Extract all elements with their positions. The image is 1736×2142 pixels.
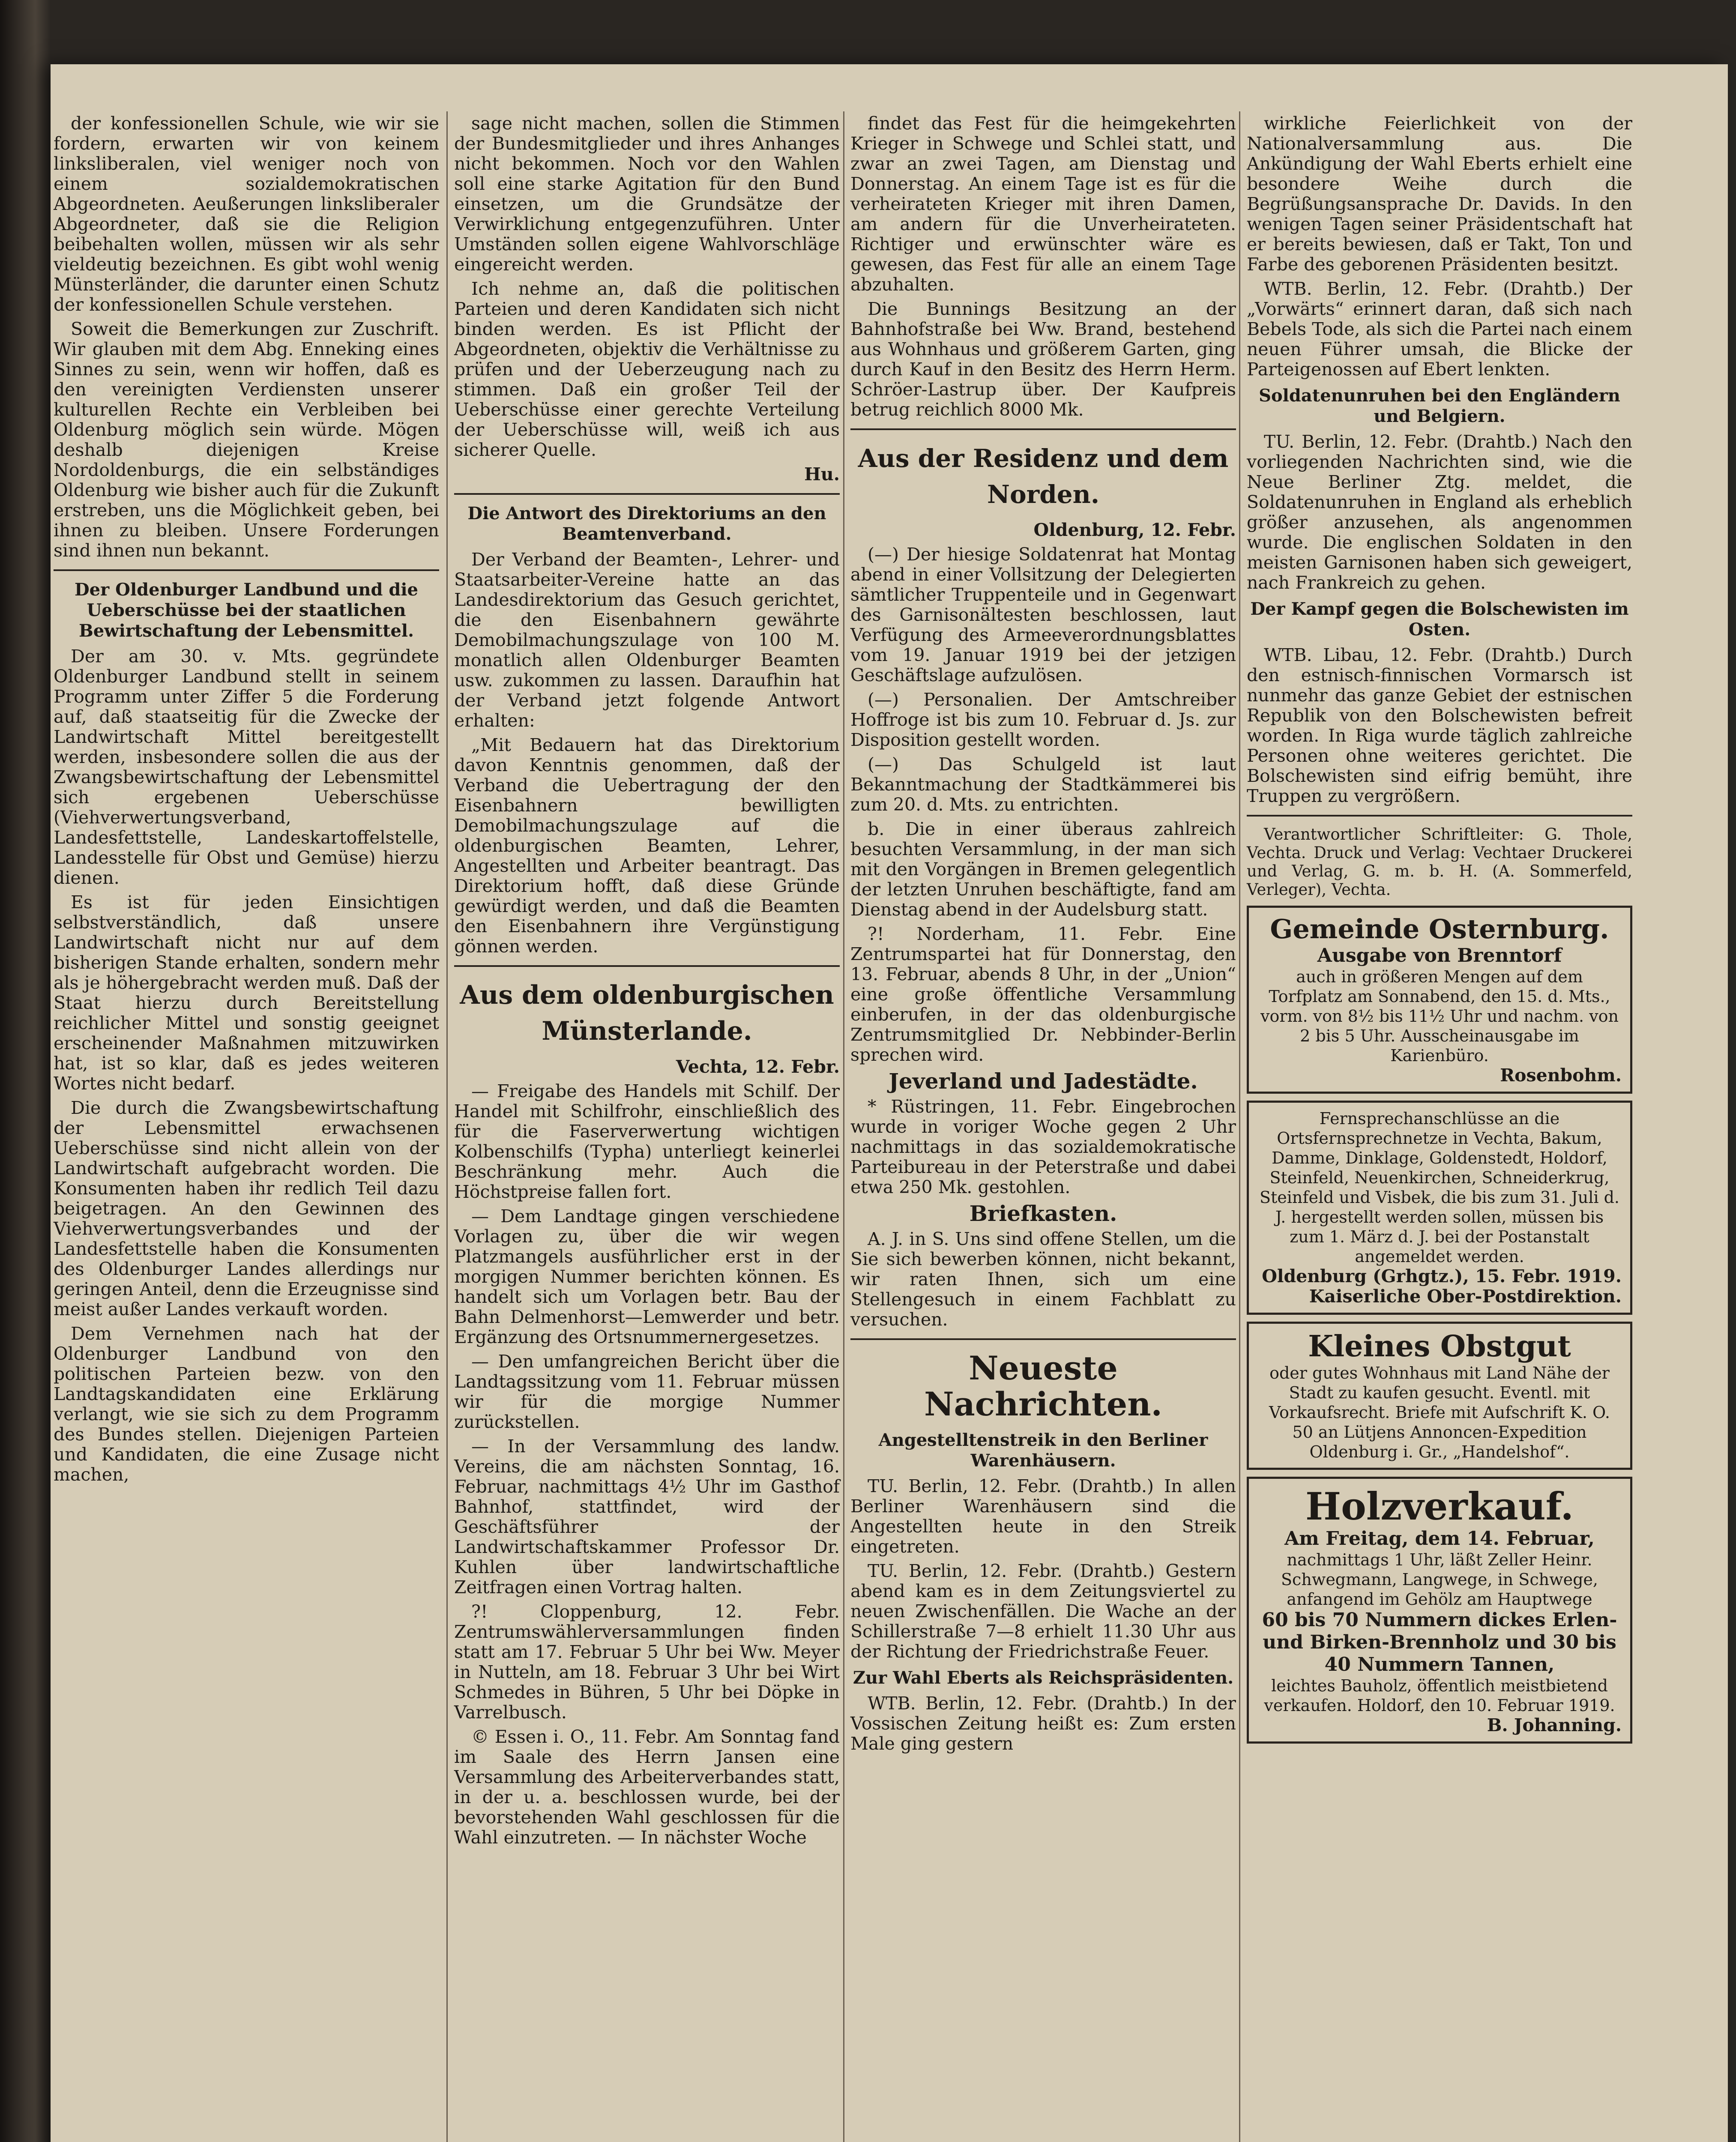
advertisement: [1247, 906, 1632, 1094]
section-heading: Aus der Residenz und dem Norden.: [858, 444, 1229, 509]
column-separator: [1239, 111, 1240, 2142]
article-text: — Dem Landtage gingen verschiedene Vorlagen zu, über die wir wegen Platzmangels ausführlicher erst in der morgigen Nummer berichten können. Es handelt sich um Vorlagen betr. Bau der Bahn Delmenhorst—Lemwerder und betr. Ergänzung des Ortsnummernergesetzes.: [454, 1206, 840, 1347]
ad-text: nachmittags 1 Uhr, läßt Zeller Heinr. Schwegmann, Langwege, in Schwege, anfangend im Gehölz am Hauptwege: [1281, 1550, 1598, 1609]
ad-signature: Rosenbohm.: [1500, 1065, 1622, 1086]
dateline: Oldenburg, 12. Febr.: [1033, 520, 1236, 540]
article-text: Ich nehme an, daß die politischen Parteien und deren Kandidaten sich nicht binden werden. Es ist Pflicht der Abgeordneten, objektiv die Verhältnisse zu prüfen und der Ueberzeugung nach zu stimmen. Daß ein großer Teil der Ueberschüsse einer gerechte Verteilung der Ueberschüsse will, weiß ich aus sicherer Quelle.: [454, 278, 840, 460]
section-heading: Aus dem oldenburgischen Münsterlande.: [460, 980, 834, 1046]
article-text: Der Verband der Beamten-, Lehrer- und Staatsarbeiter-Vereine hatte an das Landesdirektorium das Gesuch gerichtet, die den Eisenbahnern gewährte Demobilmachungszulage von 100 M. monatlich allen Oldenburger Beamten usw. zukommen zu lassen. Daraufhin hat der Verband jetzt folgende Antwort erhalten:: [454, 549, 840, 731]
article-text: findet das Fest für die heimgekehrten Krieger in Schwege und Schlei statt, und zwar an zwei Tagen, am Dienstag und Donnerstag. An einem Tage ist es für die verheirateten Krieger mit ihren Damen, am andern für die Unverheirateten. Richtiger und erwünschter wäre es gewesen, das Fest für alle an einem Tage abzuhalten.: [850, 113, 1236, 295]
ad-signature: B. Johanning.: [1487, 1715, 1622, 1735]
article-heading: Die Antwort des Direktoriums an den Beamtenverband.: [467, 503, 826, 544]
column-separator: [843, 111, 844, 2142]
article-text: — In der Versammlung des landw. Vereins, die am nächsten Sonntag, 16. Februar, nachmittags 4½ Uhr im Gasthof Bahnhof, stattfindet, wird der Geschäftsführer der Landwirtschaftskammer Professor Dr. Kuhlen über landwirtschaftliche Zeitfragen einen Vortrag halten.: [454, 1436, 840, 1598]
column-3: [850, 114, 1236, 1758]
ad-text: leichtes Bauholz, öffentlich meistbietend verkaufen. Holdorf, den 10. Februar 1919.: [1264, 1676, 1615, 1715]
article-heading: Der Kampf gegen die Bolschewisten im Osten.: [1250, 599, 1629, 640]
column-separator: [446, 111, 448, 2142]
article-text: (—) Personalien. Der Amtschreiber Hoffroge ist bis zum 10. Februar d. Js. zur Disposition gestellt worden.: [850, 689, 1236, 750]
ad-title: Gemeinde Osternburg.: [1270, 913, 1609, 945]
column-1: [54, 114, 439, 1489]
article-text: * Rüstringen, 11. Febr. Eingebrochen wurde in voriger Woche gegen 2 Uhr nachmittags in das sozialdemokratische Parteibureau in der Peterstraße und dabei etwa 250 Mk. gestohlen.: [850, 1096, 1236, 1197]
divider: [454, 965, 840, 967]
article-heading: Der Oldenburger Landbund und die Ueberschüsse bei der staatlichen Bewirtschaftung der Lebensmittel.: [74, 580, 418, 641]
ad-highlight: 60 bis 70 Nummern dickes Erlen- und Birken-Brennholz und 30 bis 40 Nummern Tannen,: [1262, 1609, 1617, 1675]
section-heading: Briefkasten.: [969, 1201, 1117, 1226]
dateline: Vechta, 12. Febr.: [676, 1056, 840, 1077]
binding-spine: [0, 0, 51, 2142]
ad-subtitle: Am Freitag, dem 14. Februar,: [1284, 1528, 1595, 1550]
article-text: © Essen i. O., 11. Febr. Am Sonntag fand im Saale des Herrn Jansen eine Versammlung des Arbeiterverbandes statt, in der u. a. beschlossen wurde, bei der bevorstehenden Wahl geschlossen für die Wahl einzutreten. — In nächster Woche: [454, 1726, 840, 1848]
article-heading: Soldatenunruhen bei den Engländern und Belgiern.: [1259, 386, 1620, 426]
column-4: [1247, 114, 1632, 1750]
divider: [850, 428, 1236, 430]
article-text: der konfessionellen Schule, wie wir sie fordern, erwarten wir von keinem linksliberalen, viel weniger noch von einem sozialdemokratischen Abgeordneten. Aeußerungen linksliberaler Abgeordneter, daß sie die Religion beibehalten wollen, müssen wir als sehr vieldeutig bezeichnen. Es gibt wohl wenig Münsterländer, die darunter einen Schutz der konfessionellen Schule verstehen.: [54, 113, 439, 315]
ad-text: auch in größeren Mengen auf dem Torfplatz am Sonnabend, den 15. d. Mts., vorm. von 8½ bis 11½ Uhr und nachm. von 2 bis 5 Uhr. Ausscheinausgabe im Karienbüro.: [1260, 967, 1619, 1065]
author-signature: Hu.: [804, 464, 840, 485]
advertisement: [1247, 1477, 1632, 1744]
article-text: Der am 30. v. Mts. gegründete Oldenburger Landbund stellt in seinem Programm unter Ziffer 5 die Forderung auf, daß staatseitig für die Zwecke der Landwirtschaft Mittel bereitgestellt werden, insbesondere sollen die aus der Zwangsbewirtschaftung der Lebensmittel sich ergebenen Ueberschüsse (Viehverwertungsverband, Landesfettstelle, Landeskartoffelstelle, Landesstelle für Obst und Gemüse) hierzu dienen.: [54, 646, 439, 888]
ad-signature: Oldenburg (Grhgtz.), 15. Febr. 1919. Kaiserliche Ober-Postdirektion.: [1262, 1266, 1622, 1307]
ad-subtitle: Ausgabe von Brenntorf: [1317, 945, 1562, 966]
article-heading: Zur Wahl Eberts als Reichspräsidenten.: [853, 1668, 1234, 1688]
divider: [1247, 815, 1632, 817]
article-text: — Den umfangreichen Bericht über die Landtagssitzung vom 11. Februar müssen wir für die morgige Nummer zurückstellen.: [454, 1351, 840, 1432]
article-text: TU. Berlin, 12. Febr. (Drahtb.) Gestern abend kam es in dem Zeitungsviertel zu neuen Zwischenfällen. Die Wache an der Schillerstraße 7—8 erhielt 11.30 Uhr aus der Richtung der Friedrichstraße Feuer.: [850, 1561, 1236, 1662]
article-text: WTB. Libau, 12. Febr. (Drahtb.) Durch den estnisch-finnischen Vormarsch ist nunmehr das ganze Gebiet der estnischen Republik von den Bolschewisten befreit worden. In Riga wurde täglich zahlreiche Personen ohne weiteres gerichtet. Die Bolschewisten sind eifrig bemüht, ihre Truppen zu vergrößern.: [1247, 645, 1632, 806]
article-text: Es ist für jeden Einsichtigen selbstverständlich, daß unsere Landwirtschaft nicht nur auf dem bisherigen Stande erhalten, sondern mehr als je höhergebracht werden muß. Daß der Staat hierzu durch Bereitstellung reichlicher Mittel und sonstig geeignet erscheinender Maßnahmen mitzuwirken hat, ist so klar, daß es jedes weiteren Wortes nicht bedarf.: [54, 892, 439, 1094]
article-text: A. J. in S. Uns sind offene Stellen, um die Sie sich bewerben können, nicht bekannt, wir raten Ihnen, sich um eine Stellengesuch in einem Fachblatt zu versuchen.: [850, 1229, 1236, 1330]
article-text: Die durch die Zwangsbewirtschaftung der Lebensmittel erwachsenen Ueberschüsse sind nicht allein von der Landwirtschaft aufgebracht worden. Die Konsumenten haben ihr redlich Teil dazu beigetragen. An den Gewinnen des Viehverwertungsverbandes und der Landesfettstelle haben die Konsumenten des Oldenburger Landes allerdings nur geringen Anteil, denn die Erzeugnisse sind meist außer Landes verkauft worden.: [54, 1098, 439, 1319]
article-text: ?! Norderham, 11. Febr. Eine Zentrumspartei hat für Donnerstag, den 13. Februar, abends 8 Uhr, in der „Union“ eine große öffentliche Versammlung einberufen, in der das oldenburgische Zentrumsmitglied Dr. Nebbinder-Berlin sprechen wird.: [850, 924, 1236, 1065]
divider: [850, 1338, 1236, 1340]
advertisement: [1247, 1322, 1632, 1470]
article-heading: Angestelltenstreik in den Berliner Warenhäusern.: [878, 1430, 1208, 1471]
article-text: — Freigabe des Handels mit Schilf. Der Handel mit Schilfrohr, einschließlich des für die Faserverwertung wichtigen Kolbenschilfs (Typha) unterliegt keinerlei Beschränkung mehr. Auch die Höchstpreise fallen fort.: [454, 1081, 840, 1202]
article-text: (—) Der hiesige Soldatenrat hat Montag abend in einer Vollsitzung der Delegierten sämtlicher Truppenteile und in Gegenwart des Garnisonältesten beschlossen, laut Verfügung des Armeeverordnungsblattes vom 19. Januar 1919 bei der jetzigen Geschäftslage aufzulösen.: [850, 544, 1236, 685]
article-text: wirkliche Feierlichkeit von der Nationalversammlung aus. Die Ankündigung der Wahl Eberts erhielt eine besondere Weihe durch die Begrüßungsansprache Dr. Davids. In den wenigen Tagen seiner Präsidentschaft hat er bereits bewiesen, daß er Takt, Ton und Farbe des geborenen Präsidenten besitzt.: [1247, 113, 1632, 275]
article-text: TU. Berlin, 12. Febr. (Drahtb.) In allen Berliner Warenhäusern sind die Angestellten heute in den Streik eingetreten.: [850, 1476, 1236, 1557]
section-heading: Neueste Nachrichten.: [924, 1349, 1162, 1423]
article-text: Dem Vernehmen nach hat der Oldenburger Landbund von den politischen Parteien bezw. von den Landtagskandidaten eine Erklärung verlangt, wie sie sich zu dem Programm des Bundes stellen. Diejenigen Parteien und Kandidaten, die eine Zusage nicht machen,: [54, 1323, 439, 1485]
article-text: sage nicht machen, sollen die Stimmen der Bundesmitglieder und ihres Anhanges nicht bekommen. Noch vor den Wahlen soll eine starke Agitation für den Bund einsetzen, um die Grundsätze der Verwirklichung entgegenzuführen. Unter Umständen sollen eigene Wahlvorschläge eingereicht werden.: [454, 113, 840, 275]
section-heading: Jeverland und Jadestädte.: [889, 1068, 1198, 1094]
article-text: ?! Cloppenburg, 12. Febr. Zentrumswählerversammlungen finden statt am 17. Februar 5 Uhr bei Ww. Meyer in Nutteln, am 18. Februar 3 Uhr bei Wirt Schmedes in Bühren, 5 Uhr bei Döpke in Varrelbusch.: [454, 1601, 840, 1723]
article-text: TU. Berlin, 12. Febr. (Drahtb.) Nach den vorliegenden Nachrichten sind, wie die Neue Berliner Ztg. meldet, die Soldatenunruhen in England als erheblich größer anzusehen, als angenommen wurde. Die englischen Soldaten in den meisten Garnisonen haben sich geweigert, nach Frankreich zu gehen.: [1247, 431, 1632, 593]
imprint: Verantwortlicher Schriftleiter: G. Thole, Vechta. Druck und Verlag: Vechtaer Druckerei und Verlag, G. m. b. H. (A. Sommerfeld, Verleger), Vechta.: [1247, 825, 1632, 899]
article-text: Soweit die Bemerkungen zur Zuschrift. Wir glauben mit dem Abg. Enneking eines Sinnes zu sein, wenn wir hoffen, daß es den vereinigten Verdiensten unserer kulturellen Rechte ein Verbleiben bei Oldenburg möglich sein würde. Mögen deshalb diejenigen Kreise Nordoldenburgs, die ein selbständiges Oldenburg wie bisher auch für die Zukunft erstreben, uns die Möglichkeit geben, bei ihnen zu bleiben. Unsere Forderungen sind ihnen nun bekannt.: [54, 319, 439, 561]
divider: [54, 569, 439, 571]
ad-text: oder gutes Wohnhaus mit Land Nähe der Stadt zu kaufen gesucht. Eventl. mit Vorkaufsrecht. Briefe mit Aufschrift K. O. 50 an Lütjens Annoncen-Expedition Oldenburg i. Gr., „Handelshof“.: [1269, 1364, 1610, 1461]
article-text: (—) Das Schulgeld ist laut Bekanntmachung der Stadtkämmerei bis zum 20. d. Mts. zu entrichten.: [850, 754, 1236, 815]
article-text: WTB. Berlin, 12. Febr. (Drahtb.) Der „Vorwärts“ erinnert daran, daß sich nach Bebels Tode, als sich die Partei nach einem neuen Führer umsah, die Blicke der Parteigenossen auf Ebert lenkten.: [1247, 278, 1632, 380]
advertisement: [1247, 1101, 1632, 1315]
ad-title: Kleines Obstgut: [1308, 1329, 1571, 1364]
article-text: „Mit Bedauern hat das Direktorium davon Kenntnis genommen, daß der Verband die Uebertragung der den Eisenbahnern bewilligten Demobilmachungszulage auf die oldenburgischen Beamten, Lehrer, Angestellten und Arbeiter beantragt. Das Direktorium hofft, daß diese Gründe gewürdigt werden, und daß die Beamten den Eisenbahnern ihre Vergünstigung gönnen werden.: [454, 735, 840, 957]
divider: [454, 493, 840, 495]
column-2: [454, 114, 840, 1852]
article-text: b. Die in einer überaus zahlreich besuchten Versammlung, in der man sich mit den Vorgängen in Bremen gelegentlich der letzten Unruhen beschäftigte, fand am Dienstag abend in der Audelsburg statt.: [850, 819, 1236, 920]
ad-title: Holzverkauf.: [1305, 1484, 1574, 1529]
article-text: WTB. Berlin, 12. Febr. (Drahtb.) In der Vossischen Zeitung heißt es: Zum ersten Male ging gestern: [850, 1693, 1236, 1754]
ad-text: Fernsprechanschlüsse an die Ortsfernsprechnetze in Vechta, Bakum, Damme, Dinklage, Goldenstedt, Holdorf, Steinfeld, Neuenkirchen, Schneiderkrug, Steinfeld und Visbek, die bis zum 31. Juli d. J. hergestellt werden sollen, müssen bis zum 1. März d. J. bei der Postanstalt angemeldet werden.: [1259, 1109, 1620, 1266]
article-text: Die Bunnings Besitzung an der Bahnhofstraße bei Ww. Brand, bestehend aus Wohnhaus und größerem Garten, ging durch Kauf in den Besitz des Herrn Herm. Schröer-Lastrup über. Der Kaufpreis betrug reichlich 8000 Mk.: [850, 299, 1236, 420]
